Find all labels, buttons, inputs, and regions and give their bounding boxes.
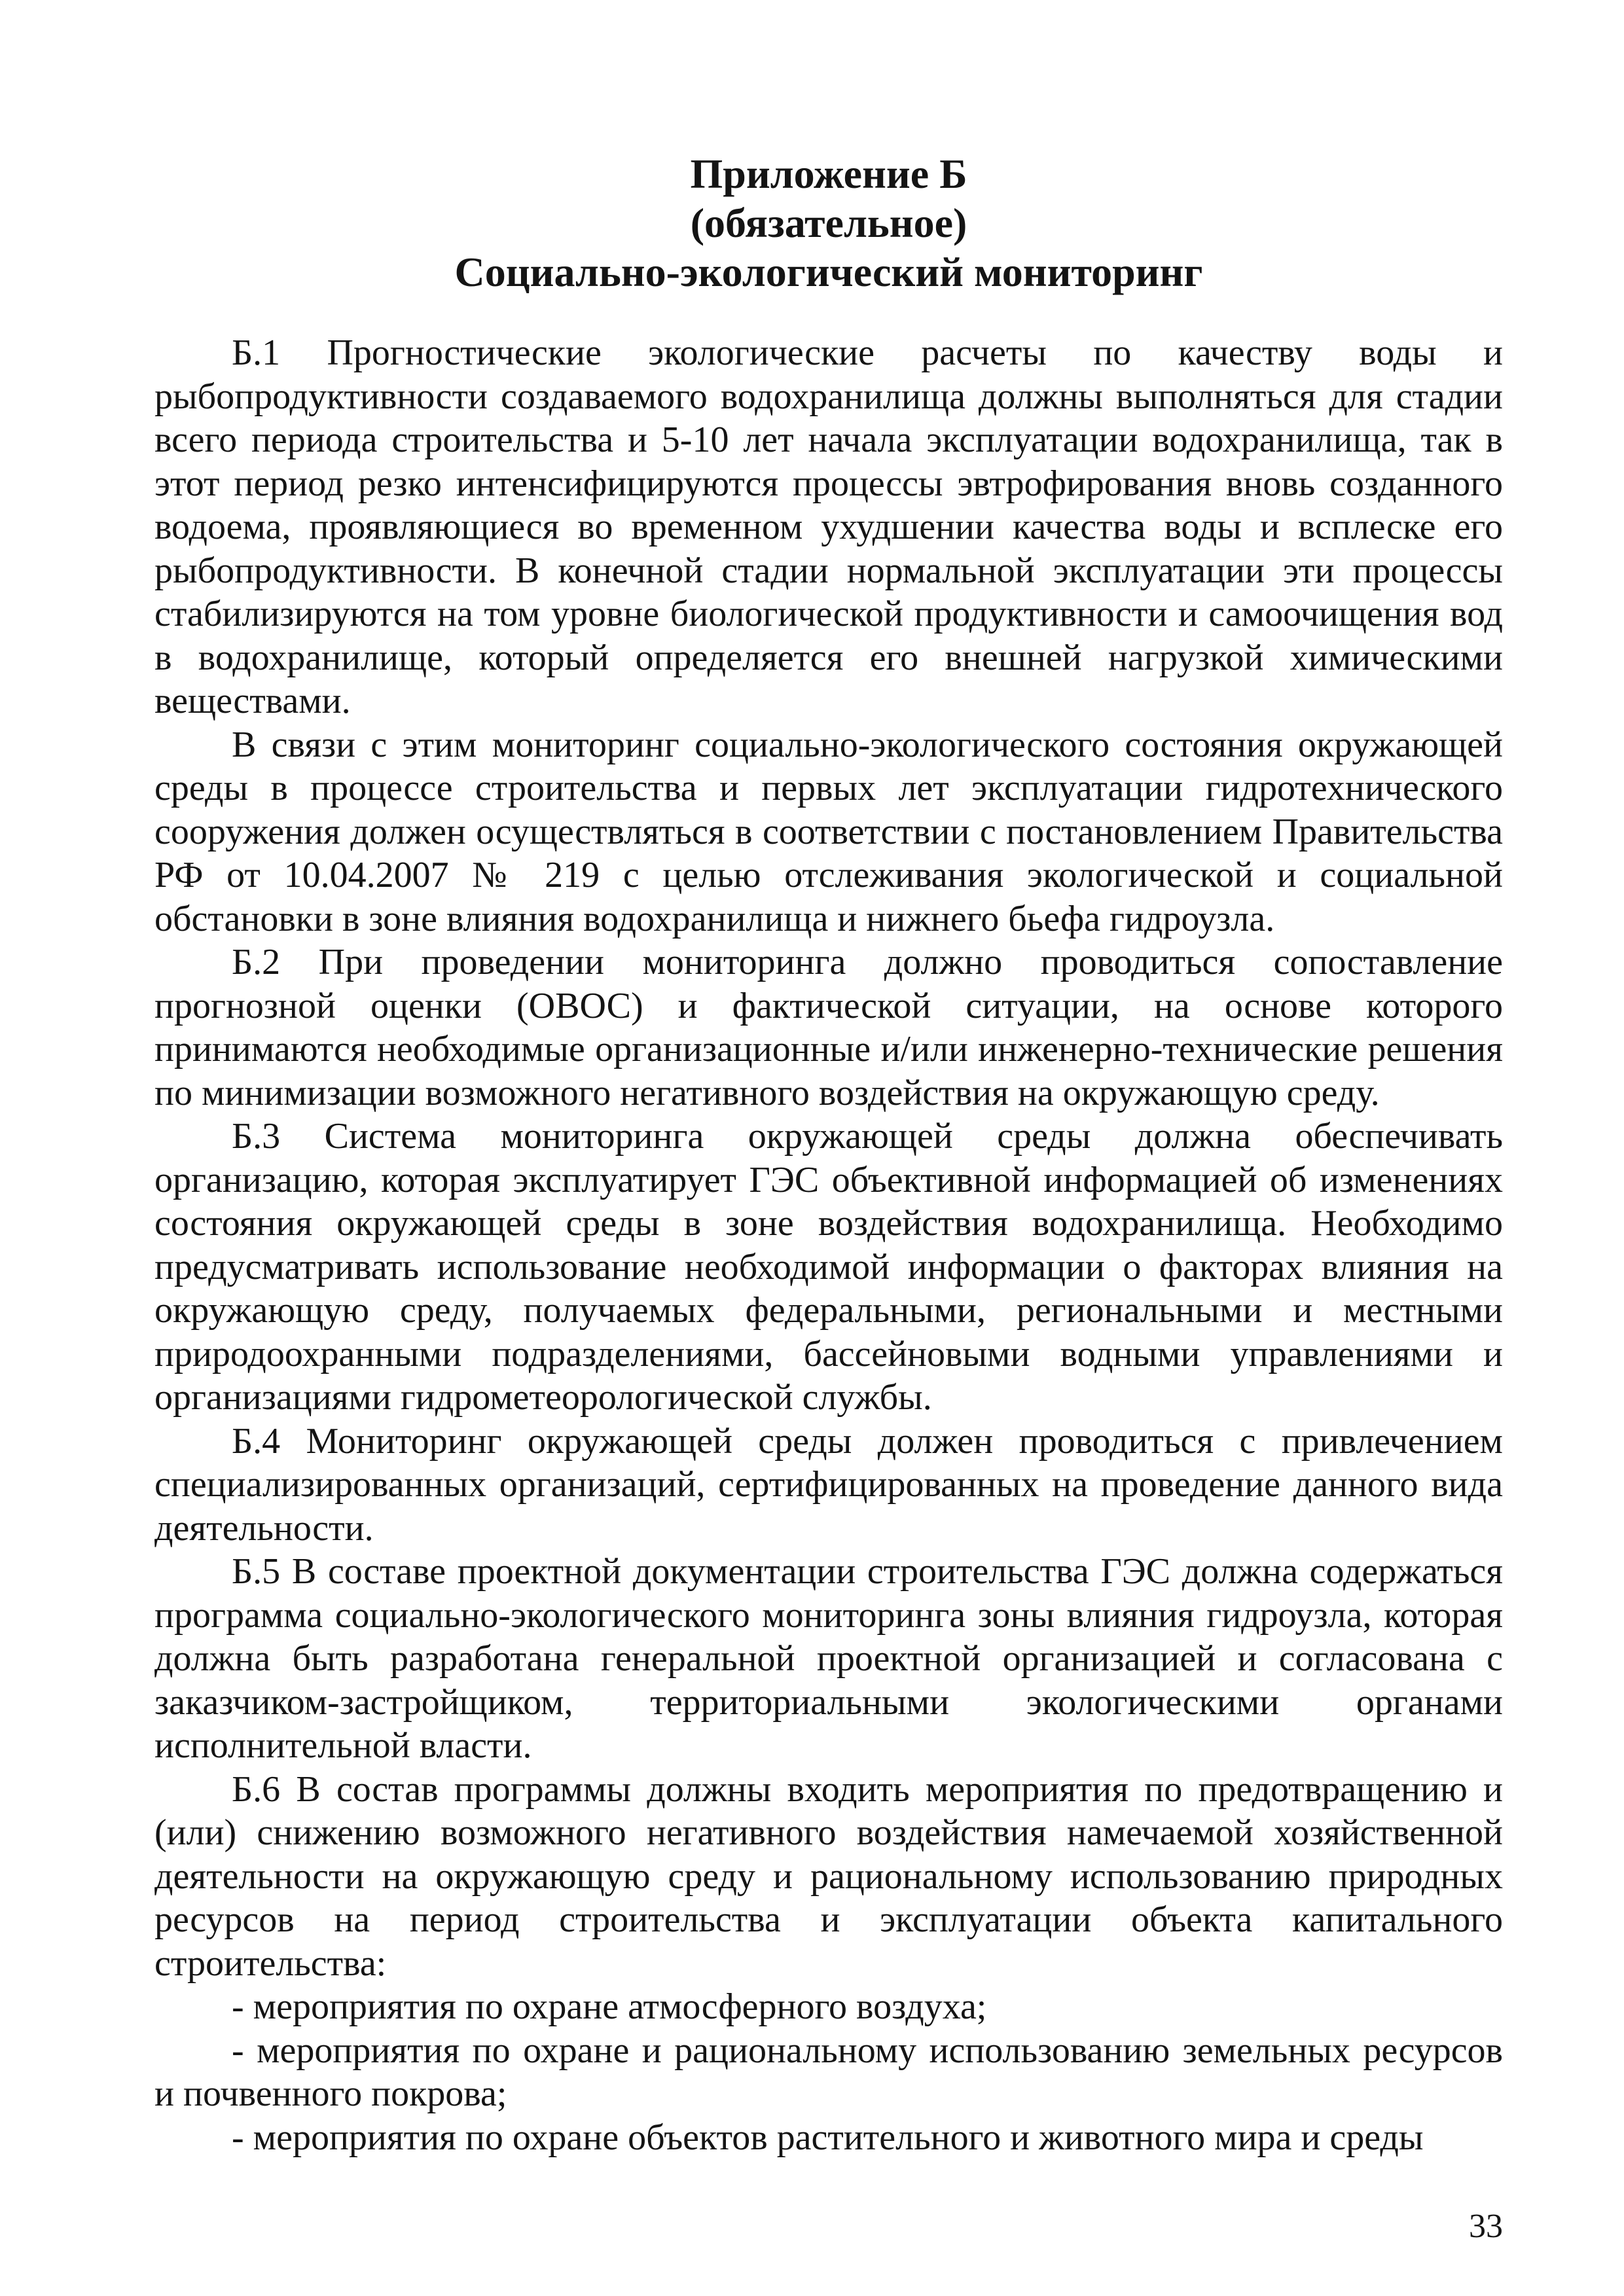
- list-marker: -: [232, 2117, 244, 2158]
- paragraph-b4: Б.4 Мониторинг окружающей среды должен проводиться с привлечением специализированных организаций, сертифицированных на проведение данного вида деятельности.: [154, 1420, 1503, 1549]
- list-marker: -: [232, 2030, 244, 2071]
- paragraph-b3: Б.3 Система мониторинга окружающей среды должна обеспечивать организацию, которая эксплуатирует ГЭС объективной информацией об изменениях состояния окружающей среды в зоне воздействия водохранилища. Необходимо предусматривать использование необходимой информации о факторах влияния на окружающую среду, получаемых федеральными, региональными и местными природоохранными подразделениями, бассейновыми водными управлениями и организациями гидрометеорологической службы.: [154, 1116, 1503, 1418]
- appendix-heading: [154, 149, 1503, 296]
- measures-list: [154, 1985, 1503, 2159]
- list-item: [154, 1985, 1503, 2029]
- paragraph-b1: Б.1 Прогностические экологические расчеты по качеству воды и рыбопродуктивности создаваемого водохранилища должны выполняться для стадии всего периода строительства и 5-10 лет начала эксплуатации водохранилища, так в этот период резко интенсифицируются процессы эвтрофирования вновь созданного водоема, проявляющиеся во временном ухудшении качества воды и всплеске его рыбопродуктивности. В конечной стадии нормальной эксплуатации эти процессы стабилизируются на том уровне биологической продуктивности и самоочищения вод в водохранилище, который определяется его внешней нагрузкой химическими веществами.: [154, 332, 1503, 721]
- list-item: [154, 2029, 1503, 2116]
- body-text: [154, 331, 1503, 2159]
- list-item-text: мероприятия по охране и рациональному использованию земельных ресурсов и почвенного покрова;: [154, 2030, 1503, 2114]
- paragraph-b2: Б.2 При проведении мониторинга должно проводиться сопоставление прогнозной оценки (ОВОС) и фактической ситуации, на основе которого принимаются необходимые организационные и/или инженерно-технические решения по минимизации возможного негативного воздействия на окружающую среду.: [154, 942, 1503, 1113]
- list-item-text: мероприятия по охране атмосферного воздуха;: [253, 1986, 987, 2027]
- paragraph-b1-continued: В связи с этим мониторинг социально-экологического состояния окружающей среды в процессе строительства и первых лет эксплуатации гидротехнического сооружения должен осуществляться в соответствии с постановлением Правительства РФ от 10.04.2007 № 219 с целью отслеживания экологической и социальной обстановки в зоне влияния водохранилища и нижнего бьефа гидроузла.: [154, 724, 1503, 939]
- paragraph-b6: Б.6 В состав программы должны входить мероприятия по предотвращению и (или) снижению возможного негативного воздействия намечаемой хозяйственной деятельности на окружающую среду и рациональному использованию природных ресурсов на период строительства и эксплуатации объекта капитального строительства:: [154, 1768, 1503, 1984]
- page-number: 33: [1469, 2208, 1503, 2245]
- appendix-status: (обязательное): [690, 200, 967, 246]
- appendix-title: Социально-экологический мониторинг: [454, 249, 1203, 295]
- list-marker: -: [232, 1986, 244, 2027]
- list-item-text: мероприятия по охране объектов растительного и животного мира и среды: [253, 2117, 1424, 2158]
- paragraph-b5: Б.5 В составе проектной документации строительства ГЭС должна содержаться программа социально-экологического мониторинга зоны влияния гидроузла, которая должна быть разработана генеральной проектной организацией и согласована с заказчиком-застройщиком, территориальными экологическими органами исполнительной власти.: [154, 1551, 1503, 1766]
- list-item: [154, 2116, 1503, 2160]
- appendix-label: Приложение Б: [690, 151, 967, 197]
